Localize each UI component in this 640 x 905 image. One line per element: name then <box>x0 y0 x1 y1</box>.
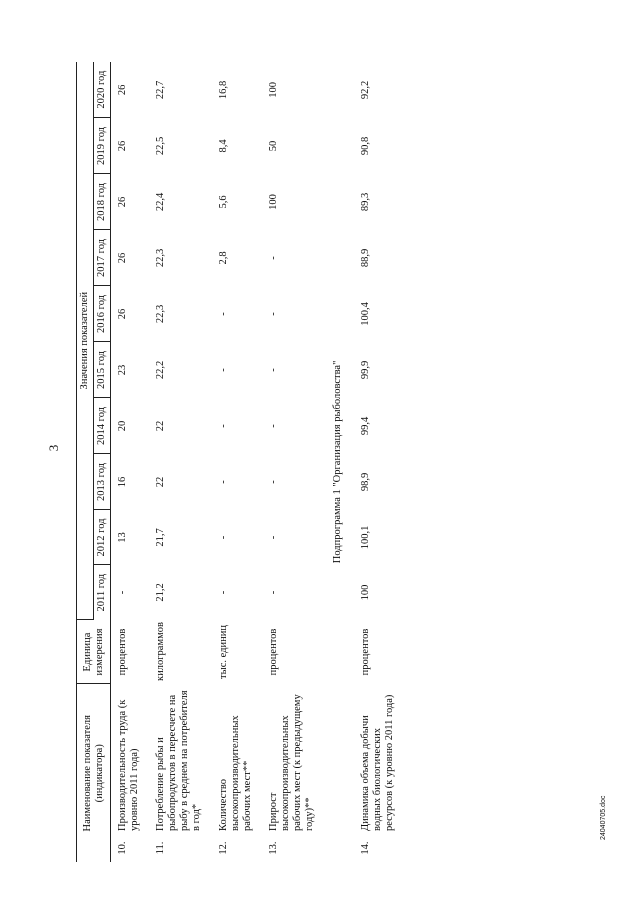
row-number: 11. <box>155 841 167 855</box>
row-number: 12. <box>217 841 229 855</box>
indicators-table <box>76 62 404 862</box>
value-cell: 22,5 <box>155 136 167 156</box>
value-cell: 100 <box>360 584 371 601</box>
value-cell: - <box>267 368 279 372</box>
subprogram-section <box>324 62 354 862</box>
indicator-name: Потребление рыбы и рыбопродуктов в пересчете на рыбу в среднем на потребителя в год* <box>155 690 203 831</box>
year-header: 2019 год <box>94 118 111 174</box>
unit-cell: процентов <box>117 628 129 676</box>
value-cell: 16 <box>117 476 129 488</box>
row-number: 13. <box>267 841 279 855</box>
year-header: 2017 год <box>94 230 111 286</box>
value-cell: 26 <box>117 140 129 152</box>
table-row <box>354 62 404 862</box>
value-cell: 16,8 <box>217 80 229 100</box>
value-cell: - <box>267 535 279 540</box>
row-number: 10. <box>117 841 129 855</box>
value-cell: - <box>117 590 129 595</box>
unit-cell: тыс. единиц <box>217 625 229 679</box>
value-cell: - <box>217 535 229 540</box>
unit-column-header: Единица измерения <box>77 620 111 684</box>
year-header: 2013 год <box>94 454 111 510</box>
value-cell: 88,9 <box>360 248 371 268</box>
value-cell: 22,4 <box>155 192 167 212</box>
value-cell: 99,4 <box>360 416 371 436</box>
value-cell: 100,4 <box>360 302 371 326</box>
value-cell: 26 <box>117 308 129 320</box>
indicator-name: Динамика объема добычи водных биологических ресурсов (к уровню 2011 года) <box>360 694 396 831</box>
value-cell: - <box>217 312 229 316</box>
indicator-name: Производительность труда (к уровню 2011 года) <box>117 699 141 831</box>
table-row <box>149 62 211 862</box>
value-cell: 90,8 <box>360 136 371 156</box>
value-cell: 50 <box>267 140 279 152</box>
table-row <box>262 62 324 862</box>
value-cell: 26 <box>117 84 129 96</box>
value-cell: 2,8 <box>217 251 229 265</box>
value-cell: 21,7 <box>155 528 167 547</box>
value-cell: - <box>217 368 229 372</box>
value-cell: 23 <box>117 364 129 376</box>
year-header: 2016 год <box>94 286 111 342</box>
value-cell: 8,4 <box>217 139 229 153</box>
value-cell: 99,9 <box>360 360 371 380</box>
value-cell: 22,3 <box>155 304 167 324</box>
document-reference: 24040705.doc <box>600 795 607 840</box>
unit-cell: процентов <box>267 628 279 676</box>
value-cell: - <box>217 590 229 595</box>
value-cell: - <box>217 424 229 428</box>
value-cell: 13 <box>117 532 129 543</box>
year-header: 2020 год <box>94 62 111 118</box>
unit-cell: процентов <box>360 628 371 676</box>
year-header: 2011 год <box>94 565 111 620</box>
value-cell: - <box>267 424 279 428</box>
value-cell: 26 <box>117 252 129 264</box>
value-cell: 89,3 <box>360 192 371 212</box>
table-body <box>111 62 324 862</box>
year-header: 2018 год <box>94 174 111 230</box>
value-cell: 22 <box>155 420 167 432</box>
value-cell: 22,2 <box>155 360 167 380</box>
value-cell: 20 <box>117 420 129 432</box>
values-group-header: Значения показателей <box>77 62 94 620</box>
value-cell: 22 <box>155 476 167 488</box>
year-header: 2014 год <box>94 398 111 454</box>
value-cell: 5,6 <box>217 195 229 209</box>
value-cell: 100 <box>267 194 279 210</box>
table-header <box>77 62 111 862</box>
value-cell: 21,2 <box>155 583 167 602</box>
indicator-name: Количество высокопроизводительных рабочих мест** <box>217 715 253 831</box>
subprogram-title: Подпрограмма 1 "Организация рыболовства" <box>331 360 343 564</box>
value-cell: - <box>267 312 279 316</box>
name-column-header: Наименование показателя (индикатора) <box>77 684 111 862</box>
unit-cell: килограммов <box>155 622 167 681</box>
value-cell: 92,2 <box>360 80 371 100</box>
value-cell: - <box>217 480 229 484</box>
value-cell: 98,9 <box>360 472 371 492</box>
rotated-table-container <box>76 62 636 862</box>
year-header: 2015 год <box>94 342 111 398</box>
table-body <box>354 62 404 862</box>
value-cell: 22,3 <box>155 248 167 268</box>
value-cell: - <box>267 480 279 484</box>
value-cell: - <box>267 590 279 595</box>
value-cell: 26 <box>117 196 129 208</box>
value-cell: 100,1 <box>360 525 371 550</box>
table-row <box>111 62 150 862</box>
page-number: 3 <box>46 444 61 452</box>
year-header: 2012 год <box>94 510 111 565</box>
value-cell: 22,7 <box>155 80 167 100</box>
value-cell: 100 <box>267 82 279 98</box>
row-number: 14. <box>360 841 371 855</box>
table-row <box>212 62 262 862</box>
value-cell: - <box>267 256 279 260</box>
indicator-name: Прирост высокопроизводительных рабочих мест (к предыдущему году)** <box>267 694 315 831</box>
